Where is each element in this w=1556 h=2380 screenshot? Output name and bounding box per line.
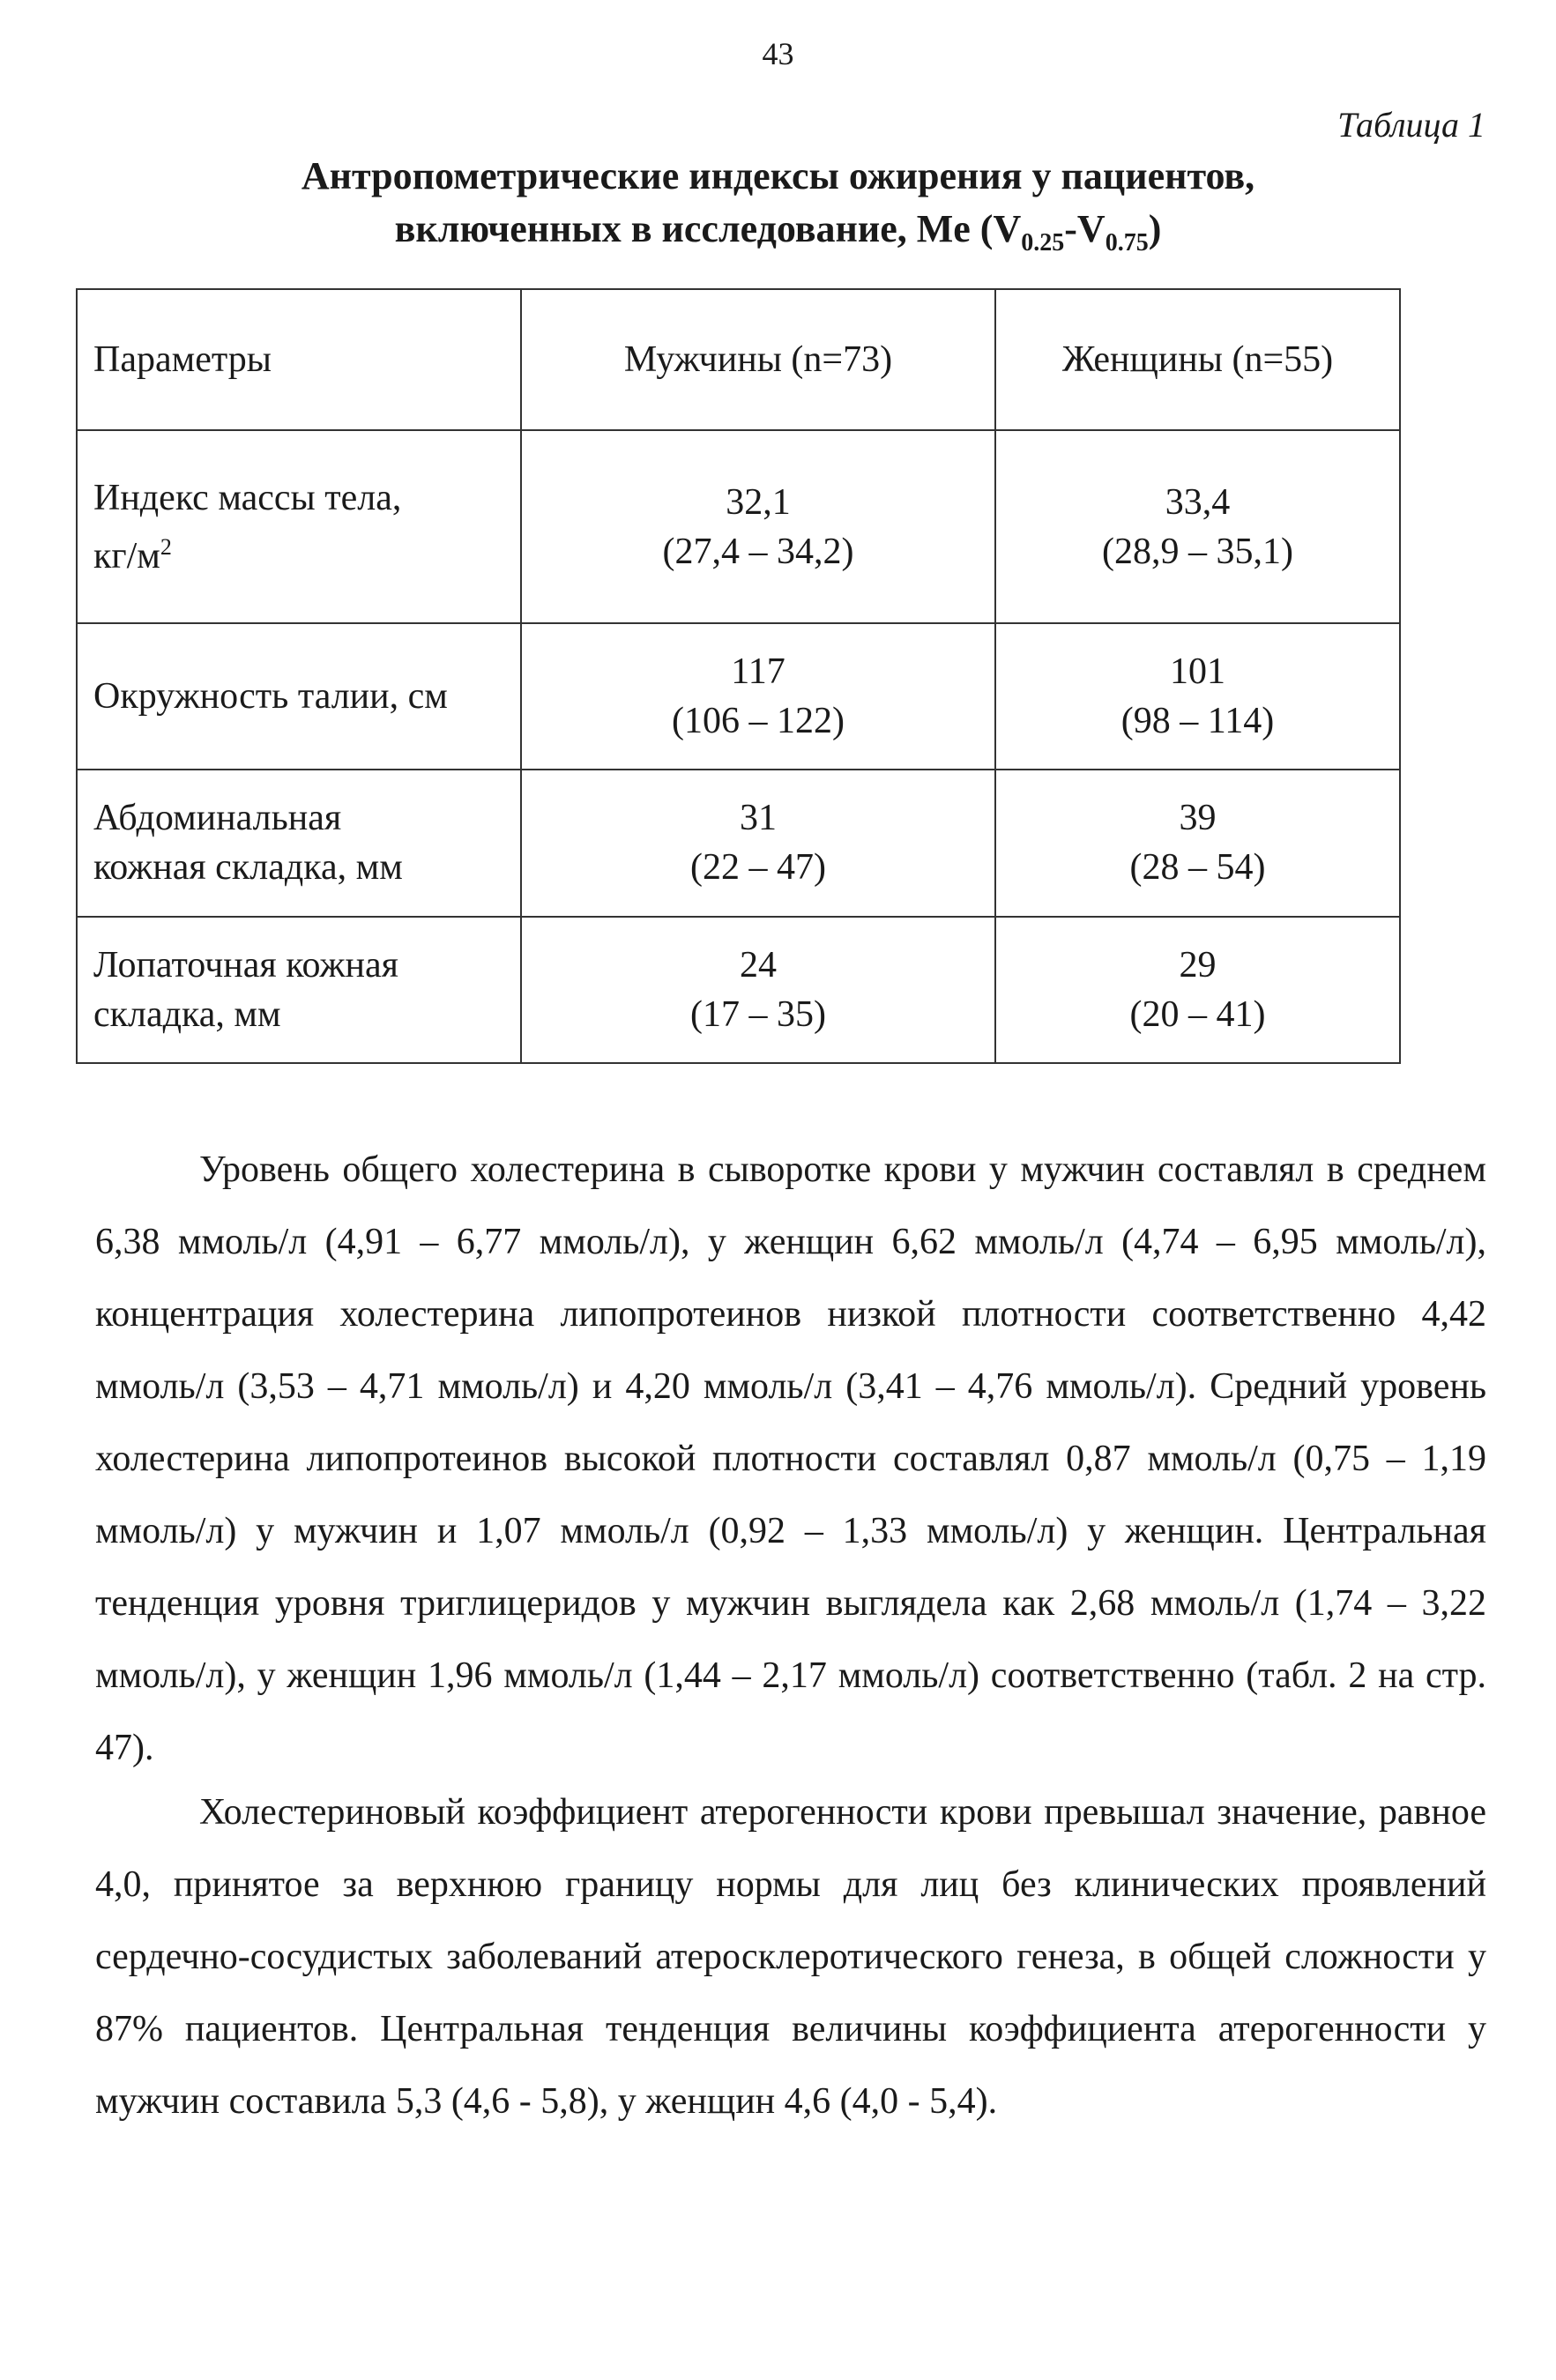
title-subscript-2: 0.75 <box>1105 228 1149 257</box>
women-median: 29 <box>1179 944 1217 985</box>
table-row-abdominal <box>77 770 1400 916</box>
header-men: Мужчины (n=73) <box>521 289 995 430</box>
title-subscript-1: 0.25 <box>1021 228 1065 257</box>
women-range: (98 – 114) <box>1120 701 1275 742</box>
table-header-row <box>77 289 1400 430</box>
women-value-cell <box>995 430 1400 622</box>
param-label: Окружность талии, см <box>93 676 448 718</box>
men-range: (106 – 122) <box>672 701 845 742</box>
women-range: (28,9 – 35,1) <box>1102 531 1293 572</box>
men-median: 117 <box>731 651 785 693</box>
param-label-line-2: кожная складка, мм <box>93 847 403 889</box>
title-prefix: включенных в исследование, Me (V <box>394 207 1022 250</box>
param-label: Лопаточная кожная <box>93 944 398 985</box>
men-median: 31 <box>740 798 777 839</box>
women-range: (20 – 41) <box>1129 993 1266 1035</box>
unit-base: кг/м <box>93 535 160 576</box>
param-unit <box>93 523 504 581</box>
param-label: Абдоминальная <box>93 798 342 839</box>
table-title-line-1: Антропометрические индексы ожирения у пациентов, <box>301 154 1255 197</box>
table-title-line-2 <box>0 203 1556 270</box>
men-range: (22 – 47) <box>690 847 826 889</box>
table-title <box>0 150 1556 270</box>
men-value-cell <box>521 430 995 622</box>
param-label-line-2: складка, мм <box>93 993 281 1035</box>
men-value-cell <box>521 917 995 1063</box>
body-paragraph-2 <box>95 1776 1486 2138</box>
title-close: ) <box>1148 207 1162 250</box>
men-value-cell <box>521 770 995 916</box>
param-label: Индекс массы тела, <box>93 477 402 518</box>
women-median: 39 <box>1179 798 1217 839</box>
body-paragraph-1 <box>95 1134 1486 1784</box>
param-cell <box>77 917 521 1063</box>
header-parameters: Параметры <box>77 289 521 430</box>
men-value-cell <box>521 623 995 770</box>
women-range: (28 – 54) <box>1129 847 1266 889</box>
anthropometric-table <box>76 288 1401 1064</box>
header-women: Женщины (n=55) <box>995 289 1400 430</box>
women-median: 33,4 <box>1165 481 1231 523</box>
men-range: (27,4 – 34,2) <box>662 531 854 572</box>
table-label: Таблица 1 <box>1337 105 1485 145</box>
param-cell <box>77 623 521 770</box>
men-median: 32,1 <box>726 481 791 523</box>
paragraph-text: Холестериновый коэффициент атерогенности крови превышал значение, равное 4,0, принятое за верхнюю границу нормы для лиц без клинических проявлений сердечно-сосудистых заболеваний атеросклеротического генеза, в общей сложности у 87% пациентов. Центральная тенденция величины коэффициента атерогенности у мужчин составила 5,3 (4,6 - 5,8), у женщин 4,6 (4,0 - 5,4). <box>95 1792 1486 2122</box>
women-median: 101 <box>1170 651 1225 693</box>
men-range: (17 – 35) <box>690 993 826 1035</box>
title-dash: -V <box>1064 207 1106 250</box>
men-median: 24 <box>740 944 777 985</box>
table-row-scapular <box>77 917 1400 1063</box>
women-value-cell <box>995 917 1400 1063</box>
unit-superscript: 2 <box>160 533 172 560</box>
paragraph-text: Уровень общего холестерина в сыворотке крови у мужчин составлял в среднем 6,38 ммоль/л (4,91 – 6,77 ммоль/л), у женщин 6,62 ммоль/л (4,74 – 6,95 ммоль/л), концентрация холестерина липопротеинов низкой плотности соответственно 4,42 ммоль/л (3,53 – 4,71 ммоль/л) и 4,20 ммоль/л (3,41 – 4,76 ммоль/л). Средний уровень холестерина липопротеинов высокой плотности составлял 0,87 ммоль/л (0,75 – 1,19 ммоль/л) у мужчин и 1,07 ммоль/л (0,92 – 1,33 ммоль/л) у женщин. Центральная тенденция уровня триглицеридов у мужчин выглядела как 2,68 ммоль/л (1,74 – 3,22 ммоль/л), у женщин 1,96 ммоль/л (1,44 – 2,17 ммоль/л) соответственно (табл. 2 на стр. 47). <box>95 1149 1486 1768</box>
param-cell <box>77 770 521 916</box>
param-cell <box>77 430 521 622</box>
table-row-waist <box>77 623 1400 770</box>
page-number: 43 <box>762 36 794 71</box>
women-value-cell <box>995 623 1400 770</box>
women-value-cell <box>995 770 1400 916</box>
table-row-bmi <box>77 430 1400 622</box>
